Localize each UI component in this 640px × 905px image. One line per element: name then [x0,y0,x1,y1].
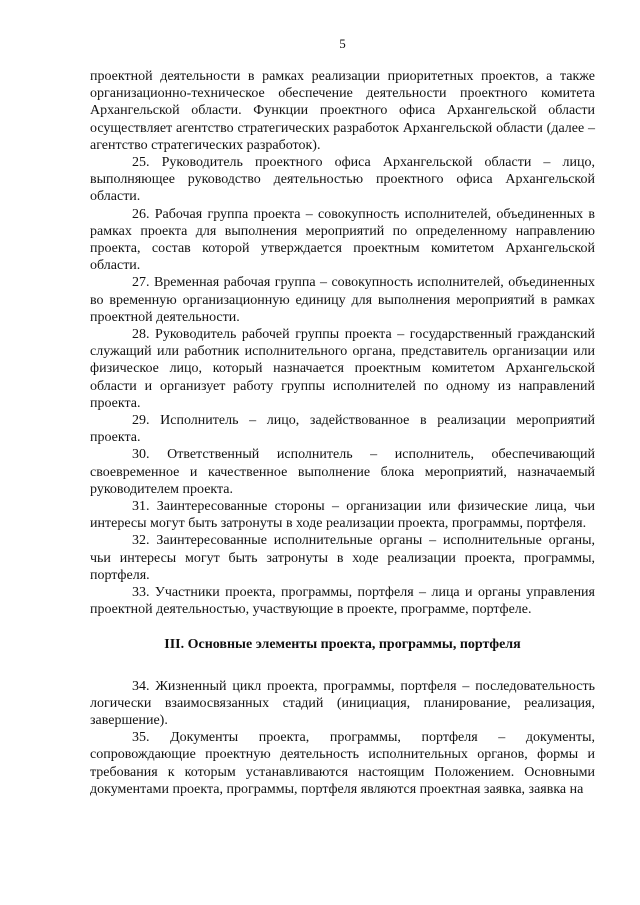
paragraphs-before-heading [90,68,595,619]
document-page [90,30,595,798]
paragraph-item-28: 28. Руководитель рабочей группы проекта – государственный гражданский служащий или работник исполнительного органа, представитель организации или физическое лицо, который назначается проектным комитетом Архангельской области и организует работу группы исполнителей по одному из направлений проекта. [90,327,595,411]
section-heading: III. Основные элементы проекта, программы, портфеля [164,636,521,652]
paragraph-item-31: 31. Заинтересованные стороны – организации или физические лица, чьи интересы могут быть затронуты в ходе реализации проекта, программы, портфеля. [90,499,595,532]
paragraphs-after-heading [90,678,595,798]
paragraph-continuation: проектной деятельности в рамках реализации приоритетных проектов, а также организационно-техническое обеспечение деятельности проектного комитета Архангельской области. Функции проектного офиса Архангельской области осуществляет агентство стратегических разработок Архангельской области (далее – агентство стратегических разработок). [90,69,595,153]
paragraph-item-25: 25. Руководитель проектного офиса Архангельской области – лицо, выполняющее руководство деятельностью проектного офиса Архангельской области. [90,155,595,205]
paragraph-item-30: 30. Ответственный исполнитель – исполнитель, обеспечивающий своевременное и качественное выполнение блока мероприятий, назначаемый руководителем проекта. [90,447,595,497]
paragraph-item-29: 29. Исполнитель – лицо, задействованное в реализации мероприятий проекта. [90,413,595,446]
paragraph-item-27: 27. Временная рабочая группа – совокупность исполнителей, объединенных во временную организационную единицу для выполнения мероприятий в рамках проектной деятельности. [90,275,595,325]
paragraph-item-33: 33. Участники проекта, программы, портфеля – лица и органы управления проектной деятельностью, участвующие в проекте, программе, портфеле. [90,585,595,618]
paragraph-item-35: 35. Документы проекта, программы, портфеля – документы, сопровождающие проектную деятельность исполнительных органов, формы и требования к которым устанавливаются настоящим Положением. Основными документами проекта, программы, портфеля являются проектная заявка, заявка на [90,730,595,797]
paragraph-item-34: 34. Жизненный цикл проекта, программы, портфеля – последовательность логически взаимосвязанных стадий (инициация, планирование, реализация, завершение). [90,678,595,728]
page-number: 5 [339,36,346,51]
paragraph-item-26: 26. Рабочая группа проекта – совокупность исполнителей, объединенных в рамках проекта для выполнения мероприятий по определенному направлению проекта, состав которой утверждается проектным комитетом Архангельской области. [90,206,595,274]
paragraph-item-32: 32. Заинтересованные исполнительные органы – исполнительные органы, чьи интересы могут быть затронуты в ходе реализации проекта, программы, портфеля. [90,533,595,583]
